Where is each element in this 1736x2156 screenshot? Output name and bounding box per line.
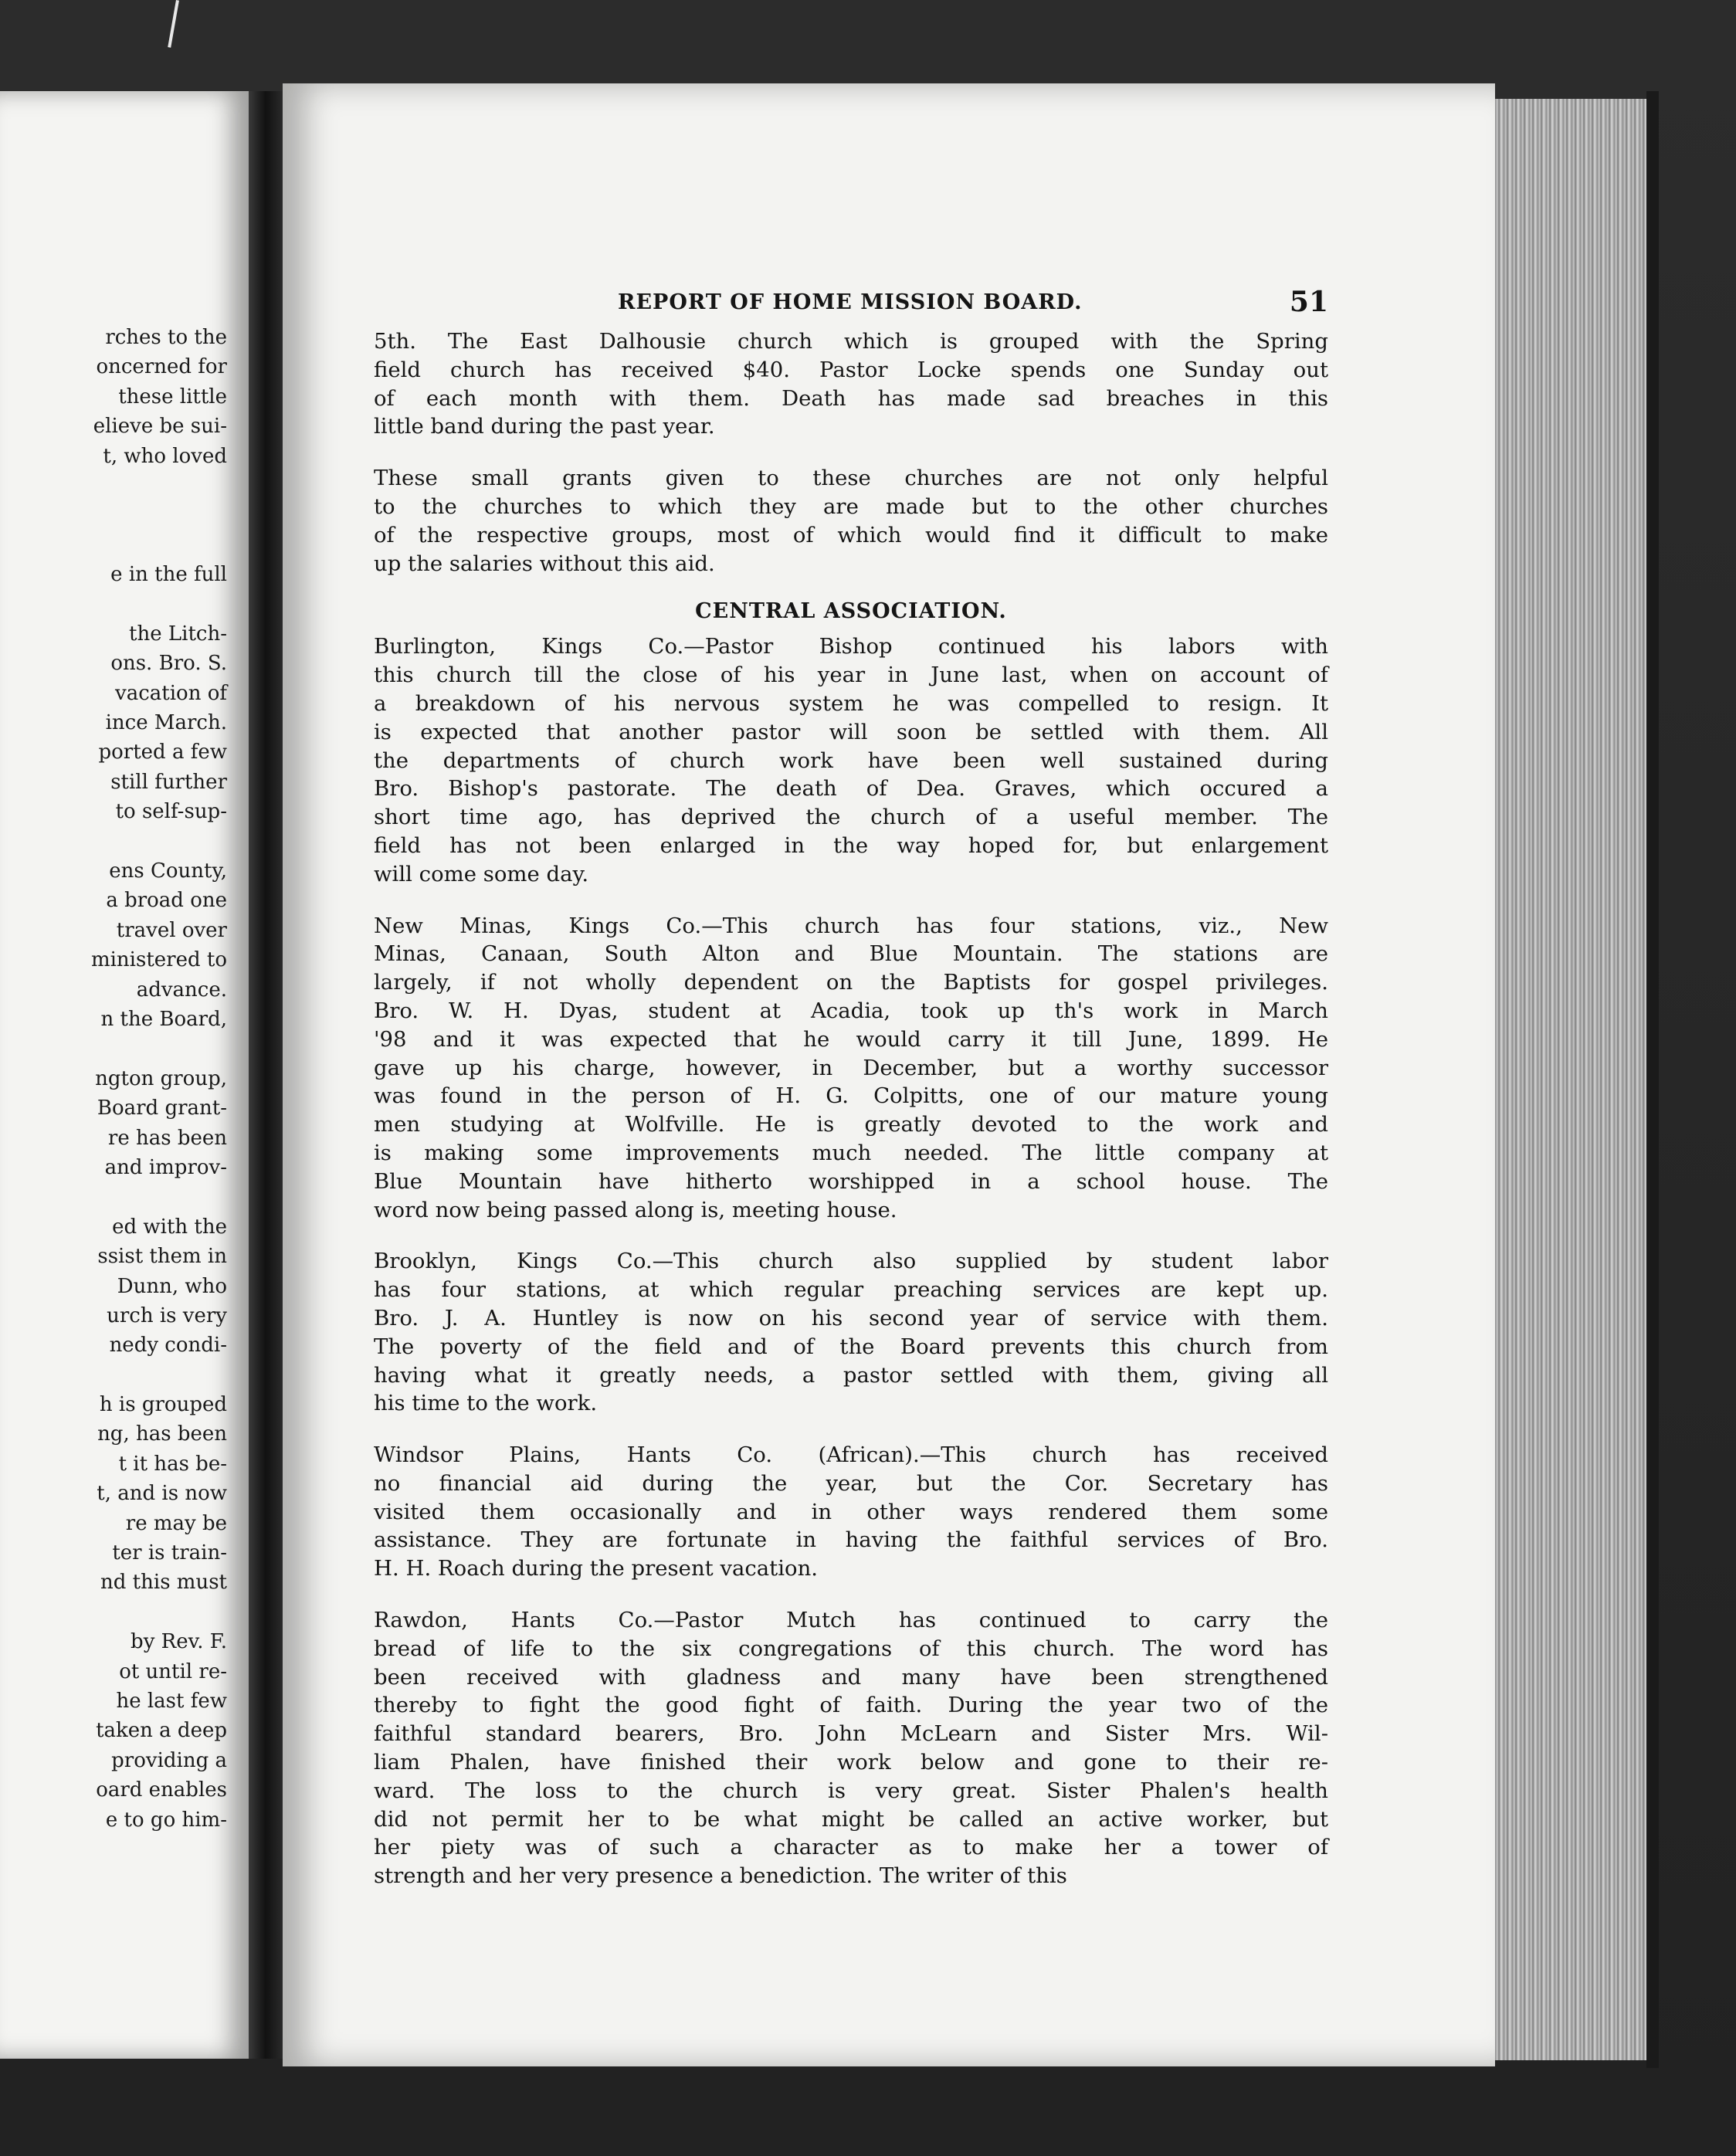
left-page-line: and improv- [104,1155,227,1179]
left-page-line: re may be [125,1511,227,1535]
text-line: up the salaries without this aid. [374,551,715,576]
text-line: no financial aid during the year, but the Cor. Secretary has [374,1470,1328,1496]
intro-paragraphs [374,327,1328,593]
left-page-line: he last few [116,1689,227,1713]
text-line: Minas, Canaan, South Alton and Blue Mountain. The stations are [374,941,1328,967]
text-line: having what it greatly needs, a pastor settled with them, giving all [374,1362,1328,1388]
text-line: has four stations, at which regular preaching services are kept up. [374,1277,1328,1303]
paragraph [374,1441,1328,1583]
text-line: bread of life to the six congregations of this church. The word has [374,1636,1328,1661]
paragraph [374,632,1328,888]
left-page-line: t it has be- [118,1452,227,1476]
text-line: Bro. Bishop's pastorate. The death of Dea. Graves, which occured a [374,776,1328,802]
cover-edge [1646,91,1659,2068]
text-line: to the churches to which they are made but to the other churches [374,493,1328,519]
text-line: was found in the person of H. G. Colpitts, one of our mature young [374,1083,1328,1109]
paragraph-gap [374,441,1328,464]
left-page-line: ot until re- [119,1659,227,1683]
text-line: Burlington, Kings Co.—Pastor Bishop continued his labors with [374,634,1328,659]
left-facing-page [0,91,249,2059]
left-page-line [0,1182,227,1212]
text-line: will come some day. [374,861,589,886]
text-line: the departments of church work have been well sustained during [374,747,1328,773]
left-page-line: ported a few [98,741,227,764]
section-heading: CENTRAL ASSOCIATION. [695,599,1007,624]
text-line: of each month with them. Death has made sad breaches in this [374,385,1328,411]
text-line: H. H. Roach during the present vacation. [374,1556,819,1581]
text-line: The poverty of the field and of the Board prevents this church from [374,1334,1328,1359]
left-page-line: taken a deep [96,1719,227,1743]
left-page-line [0,1361,227,1390]
left-page-line [0,590,227,619]
paragraph-gap [374,1583,1328,1606]
text-line: faithful standard bearers, Bro. John McLearn and Sister Mrs. Wil- [374,1721,1328,1747]
text-line: Windsor Plains, Hants Co. (African).—This church has received [374,1442,1328,1468]
left-page-line: ons. Bro. S. [110,652,227,676]
left-page-line [0,500,227,530]
text-line: field has not been enlarged in the way hoped for, but enlargement [374,832,1328,858]
text-line: of the respective groups, most of which would find it difficult to make [374,522,1328,547]
text-line: his time to the work. [374,1391,598,1416]
left-page-line: nd this must [100,1571,227,1595]
text-line: largely, if not wholly dependent on the Baptists for gospel privileges. [374,970,1328,995]
left-page-line: travel over [116,918,227,942]
left-page-line [0,471,227,500]
left-page-line: ens County, [109,859,227,883]
left-page-line: n the Board, [100,1007,227,1031]
left-page-line: rches to the [105,326,227,349]
left-page-line: still further [110,770,227,794]
left-page-line: ngton group, [95,1066,227,1090]
text-line: did not permit her to be what might be called an active worker, but [374,1806,1328,1832]
left-page-line: h is grouped [99,1393,227,1417]
left-page-line: ng, has been [97,1422,227,1446]
page-content [374,286,1328,1890]
text-line: her piety was of such a character as to make her a tower of [374,1835,1328,1860]
text-line: little band during the past year. [374,414,715,439]
text-line: is expected that another pastor will soon be settled with them. All [374,719,1328,744]
book-gutter [249,91,283,2059]
text-line: Rawdon, Hants Co.—Pastor Mutch has continued to carry the [374,1608,1328,1633]
left-page-line: t, and is now [97,1482,227,1506]
left-page-line: ssist them in [97,1245,227,1269]
left-page-line: these little [118,385,227,408]
left-page-line: nedy condi- [109,1334,227,1358]
text-line: '98 and it was expected that he would carry it till June, 1899. He [374,1026,1328,1052]
left-page-line: re has been [107,1126,227,1150]
left-page-text [0,323,227,1835]
text-line: strength and her very presence a benediction. The writer of this [374,1863,1067,1889]
paragraph-gap [374,889,1328,912]
text-line: gave up his charge, however, in December, but a worthy successor [374,1055,1328,1080]
text-line: Bro. W. H. Dyas, student at Acadia, took up th's work in March [374,998,1328,1023]
left-page-line: Board grant- [97,1097,227,1120]
left-page-line: providing a [111,1748,227,1772]
text-line: thereby to fight the good fight of faith. During the year two of the [374,1693,1328,1718]
text-line: is making some improvements much needed. The little company at [374,1140,1328,1165]
left-page-line: ed with the [112,1215,227,1239]
paragraph [374,912,1328,1225]
page-edges [1495,99,1646,2060]
section-paragraphs [374,632,1328,1890]
text-line: New Minas, Kings Co.—This church has four stations, viz., New [374,913,1328,938]
text-line: Blue Mountain have hitherto worshipped in a school house. The [374,1168,1328,1194]
left-page-line [0,1598,227,1627]
text-line: this church till the close of his year in June last, when on account of [374,663,1328,688]
paragraph [374,464,1328,578]
left-page-line: urch is very [107,1303,227,1327]
left-page-line: oard enables [96,1778,227,1802]
paragraph [374,327,1328,441]
left-page-line: vacation of [115,681,227,705]
left-page-line: elieve be sui- [93,415,227,439]
text-line: ward. The loss to the church is very great. Sister Phalen's health [374,1778,1328,1803]
left-page-line: t, who loved [103,444,227,468]
left-page-line: by Rev. F. [131,1630,227,1654]
text-line: 5th. The East Dalhousie church which is grouped with the Spring [374,329,1328,354]
left-page-line: advance. [136,978,227,1002]
paragraph-gap [374,1224,1328,1247]
running-head: REPORT OF HOME MISSION BOARD. [618,290,1083,314]
text-line: field church has received $40. Pastor Locke spends one Sunday out [374,357,1328,382]
left-page-line: oncerned for [96,355,227,379]
text-line: men studying at Wolfville. He is greatly devoted to the work and [374,1112,1328,1137]
left-page-line: to self-sup- [115,800,227,824]
left-page-line: ministered to [90,948,227,972]
text-line: short time ago, has deprived the church of a useful member. The [374,805,1328,830]
left-page-line: a broad one [106,889,227,913]
paragraph-gap [374,1418,1328,1441]
text-line: Bro. J. A. Huntley is now on his second year of service with them. [374,1305,1328,1331]
text-line: a breakdown of his nervous system he was compelled to resign. It [374,690,1328,716]
left-page-line: Dunn, who [117,1274,227,1298]
text-line: been received with gladness and many have been strengthened [374,1664,1328,1690]
left-page-line: the Litch- [129,622,227,646]
left-page-line [0,1034,227,1063]
left-page-line: e to go him- [105,1808,227,1832]
text-line: assistance. They are fortunate in having the faithful services of Bro. [374,1527,1328,1553]
page-number: 51 [1289,286,1328,318]
text-line: liam Phalen, have finished their work below and gone to their re- [374,1750,1328,1775]
text-line: Brooklyn, Kings Co.—This church also supplied by student labor [374,1249,1328,1274]
page-header [374,286,1328,327]
left-page-line: ter is train- [112,1541,227,1565]
paragraph [374,1247,1328,1418]
text-line: word now being passed along is, meeting house. [374,1197,897,1222]
paragraph [374,1606,1328,1890]
left-page-line [0,827,227,856]
text-line: visited them occasionally and in other ways rendered them some [374,1499,1328,1524]
left-page-line [0,531,227,560]
left-page-line: e in the full [110,563,227,587]
text-line: These small grants given to these churches are not only helpful [374,466,1328,491]
left-page-line: ince March. [105,711,227,735]
